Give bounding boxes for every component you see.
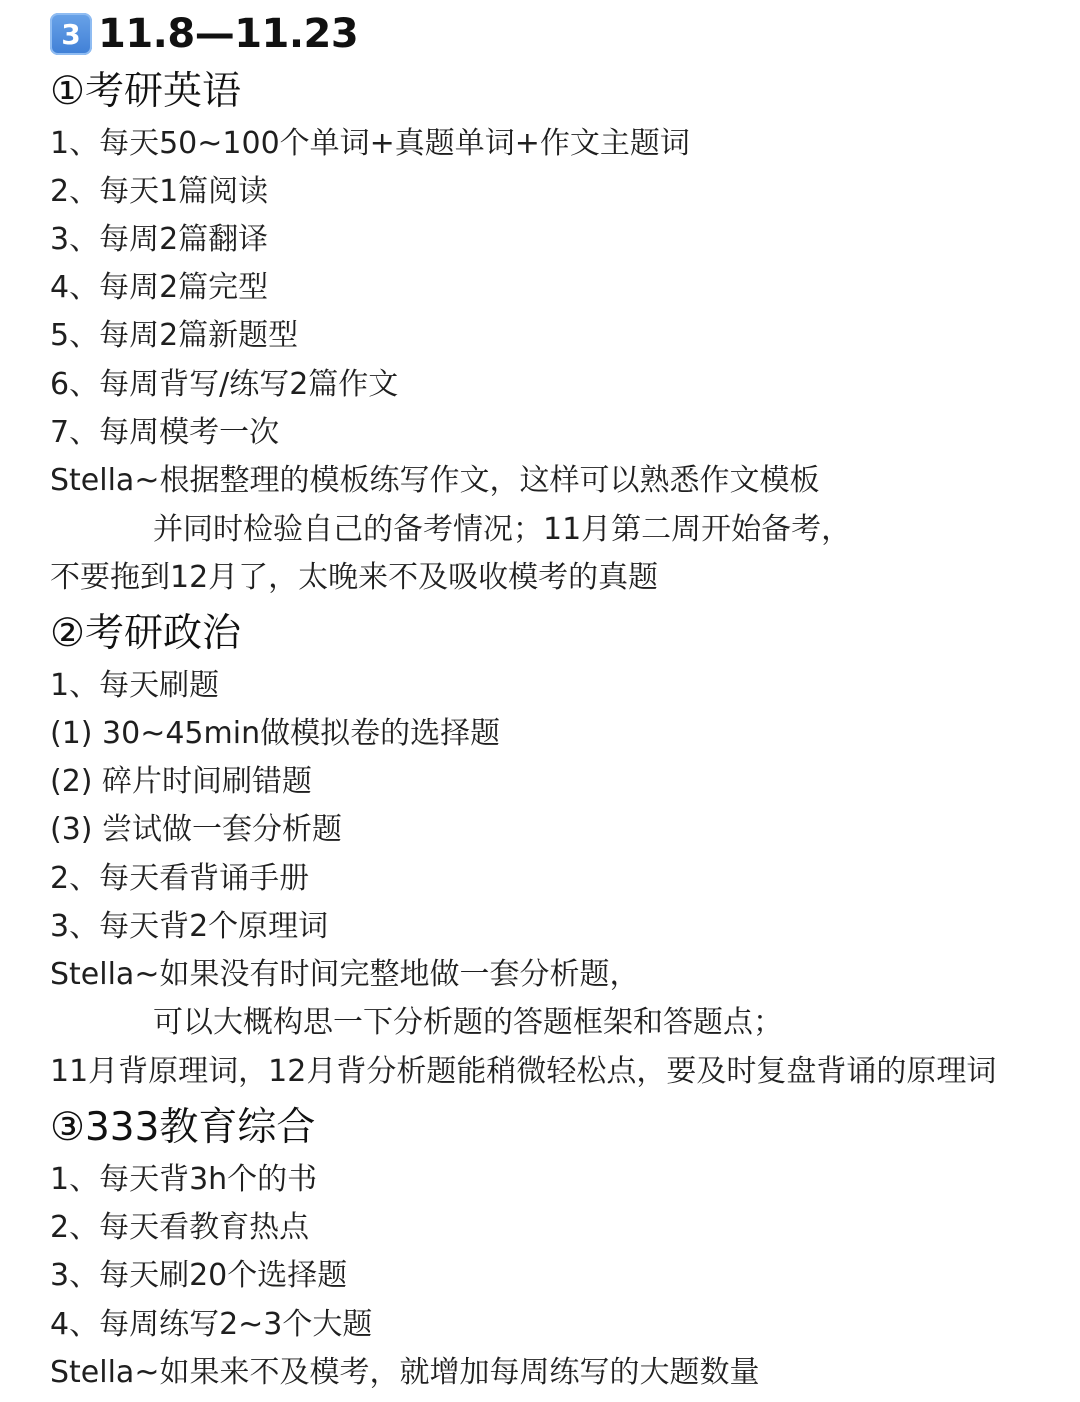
politics-item-1: 1、每天刷题 (50, 668, 220, 703)
english-item-6: 6、每周背写/练写2篇作文 (50, 367, 399, 402)
politics-item-2: (1) 30~45min做模拟卷的选择题 (50, 716, 501, 751)
english-item-5: 5、每周2篇新题型 (50, 318, 299, 353)
date-range: 11.8—11.23 (98, 11, 359, 57)
english-item-1: 1、每天50~100个单词+真题单词+作文主题词 (50, 126, 690, 161)
politics-item-5: 2、每天看背诵手册 (50, 861, 310, 896)
politics-item-3: (2) 碎片时间刷错题 (50, 764, 313, 799)
education-note-line-1: Stella~如果来不及模考，就增加每周练写的大题数量 (50, 1355, 760, 1390)
english-item-2: 2、每天1篇阅读 (50, 174, 269, 209)
english-item-4: 4、每周2篇完型 (50, 270, 269, 305)
section-heading-politics: ②考研政治 (50, 611, 241, 656)
politics-note-line-2: 可以大概构思一下分析题的答题框架和答题点； (153, 1005, 783, 1040)
section-heading-english: ①考研英语 (50, 69, 241, 114)
english-note-line-2: 并同时检验自己的备考情况；11月第二周开始备考， (153, 512, 852, 547)
politics-item-4: (3) 尝试做一套分析题 (50, 812, 343, 847)
education-item-1: 1、每天背3h个的书 (50, 1162, 318, 1197)
education-item-4: 4、每周练写2~3个大题 (50, 1307, 373, 1342)
english-item-3: 3、每周2篇翻译 (50, 222, 269, 257)
education-item-3: 3、每天刷20个选择题 (50, 1258, 348, 1293)
education-item-2: 2、每天看教育热点 (50, 1210, 310, 1245)
politics-item-6: 3、每天背2个原理词 (50, 909, 329, 944)
politics-note-line-1: Stella~如果没有时间完整地做一套分析题， (50, 957, 640, 992)
english-item-7: 7、每周模考一次 (50, 415, 280, 450)
english-note-line-1: Stella~根据整理的模板练写作文，这样可以熟悉作文模板 (50, 463, 820, 498)
section-heading-education: ③333教育综合 (50, 1105, 316, 1150)
english-note-line-3: 不要拖到12月了，太晚来不及吸收模考的真题 (50, 560, 659, 595)
plan-title (50, 6, 358, 62)
keycap-three-icon: 3 (50, 13, 92, 55)
politics-note-line-3: 11月背原理词，12月背分析题能稍微轻松点，要及时复盘背诵的原理词 (50, 1054, 997, 1089)
